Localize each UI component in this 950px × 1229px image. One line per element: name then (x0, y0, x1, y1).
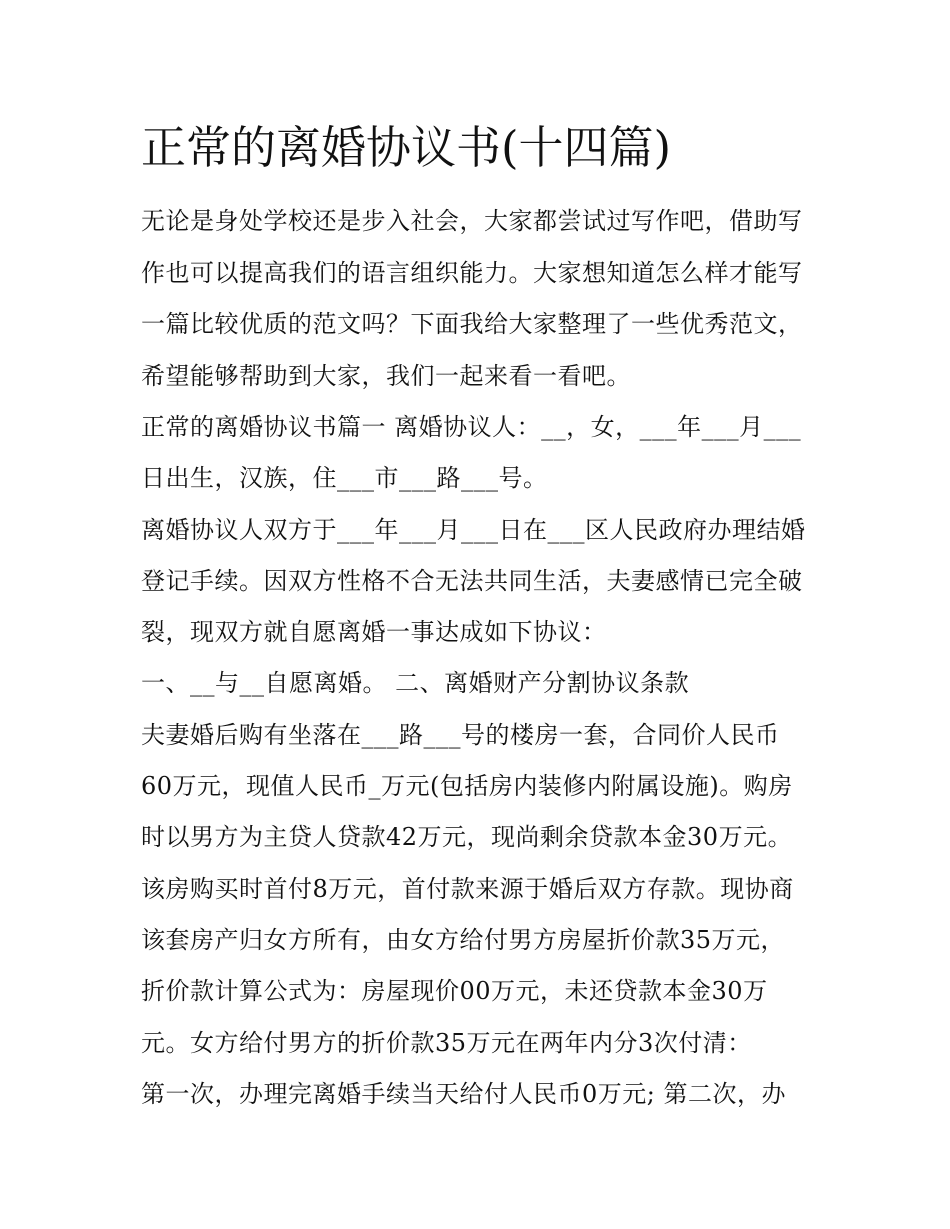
text-line: 登记手续。因双方性格不合无法共同生活，夫妻感情已完全破 (141, 567, 803, 595)
document-title: 正常的离婚协议书(十四篇) (141, 121, 672, 174)
text-line: 该房购买时首付8万元，首付款来源于婚后双方存款。现协商 (141, 875, 794, 903)
text-line: 日出生，汉族，住___市___路___号。 (141, 464, 548, 492)
text-line: 折价款计算公式为：房屋现价00万元，未还贷款本金30万 (141, 977, 768, 1005)
text-line: 正常的离婚协议书篇一 离婚协议人：__，女，___年___月___ (141, 413, 802, 441)
text-line: 离婚协议人双方于___年___月___日在___区人民政府办理结婚 (141, 516, 806, 544)
text-line: 作也可以提高我们的语言组织能力。大家想知道怎么样才能写 (141, 259, 803, 287)
text-line: 一、__与__自愿离婚。 二、离婚财产分割协议条款 (141, 669, 690, 697)
text-line: 裂，现双方就自愿离婚一事达成如下协议： (141, 618, 607, 646)
text-line: 夫妻婚后购有坐落在___路___号的楼房一套，合同价人民币 (141, 721, 780, 749)
text-line: 该套房产归女方所有，由女方给付男方房屋折价款35万元， (141, 926, 786, 954)
text-line: 希望能够帮助到大家，我们一起来看一看吧。 (141, 362, 631, 390)
text-line: 第一次，办理完离婚手续当天给付人民币0万元; 第二次，办 (141, 1080, 786, 1108)
text-line: 一篇比较优质的范文吗？下面我给大家整理了一些优秀范文， (141, 310, 803, 338)
text-line: 时以男方为主贷人贷款42万元，现尚剩余贷款本金30万元。 (141, 823, 793, 851)
text-line: 元。女方给付男方的折价款35万元在两年内分3次付清： (141, 1029, 752, 1057)
text-line: 60万元，现值人民币_万元(包括房内装修内附属设施)。购房 (141, 772, 793, 800)
text-line: 无论是身处学校还是步入社会，大家都尝试过写作吧，借助写 (141, 207, 803, 235)
